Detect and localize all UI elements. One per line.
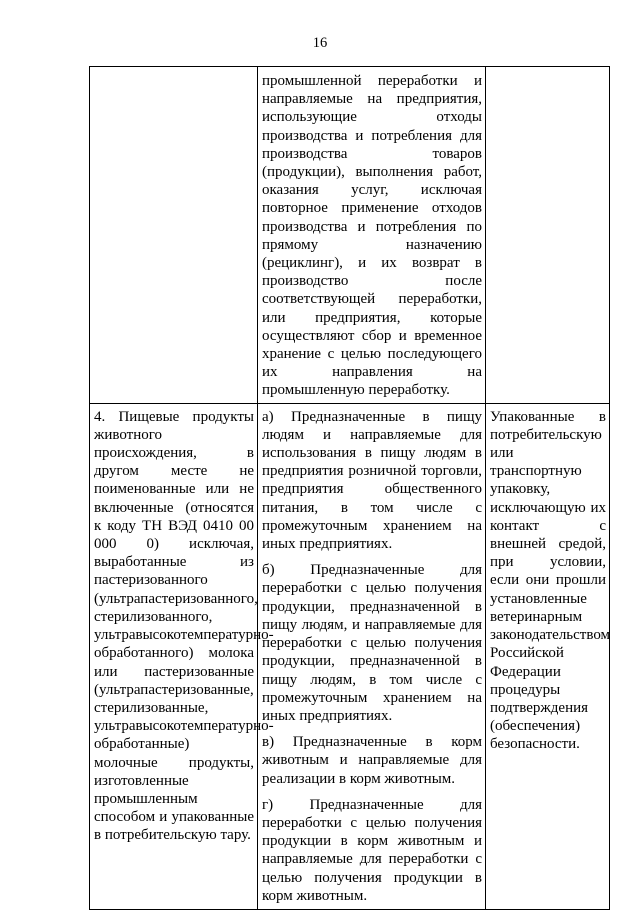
purpose-item-d: г) Предназначенные для переработки с целью получения продукции в корм животным и направляемые для переработки с целью получения продукции в корм животным. <box>262 796 482 904</box>
page-number: 16 <box>312 35 328 51</box>
table-cell-product <box>90 403 274 909</box>
table-row <box>90 67 610 404</box>
table-cell-purpose <box>258 403 486 909</box>
table-cell-product <box>90 67 258 404</box>
cell-text: промышленной переработки и направляемые на предприятия, использующие отходы производства и потребления для производства товаров (продукции), выполнения работ, оказания услуг, исключая повторное применение отходов производства и потребления по прямому назначению (рециклинг), и их возврат в производство после соответствующей переработки, или предприятия, которые осуществляют сбор и временное хранение с целью последующего их направления на промышленную переработку. <box>262 73 482 399</box>
cell-text: Упакованные в потребительскую или транспортную упаковку, исключающую их контакт с внешней средой, при условии, если они прошли установленные ветеринарным законодательством Российской Федерации процедуры подтверждения (обеспечения) безопасности. <box>490 408 611 753</box>
table-cell-conditions <box>486 67 610 404</box>
cell-text <box>94 67 254 75</box>
table-row <box>90 403 610 909</box>
purpose-item-b: б) Предназначенные для переработки с целью получения продукции, предназначенной в пищу людям, и направляемые для переработки с целью получения продукции, предназначенной в пищу людям, в том числе с промежуточным хранением на иных предприятиях. <box>262 562 482 724</box>
table-cell-purpose <box>258 67 486 404</box>
table-cell-conditions <box>486 403 610 909</box>
cell-text <box>490 67 606 75</box>
purpose-item-a: а) Предназначенные в пищу людям и направляемые для использования в пищу людям в предприятия розничной торговли, предприятия общественного питания, в том числе с промежуточным хранением на иных предприятиях. <box>262 408 482 553</box>
document-table <box>89 66 610 910</box>
cell-text: 4. Пищевые продукты животного происхождения, в другом месте не поименованные или не включенные (относятся к коду ТН ВЭД 0410 00 000 0) исключая, выработанные из пастеризованного (ультрапастеризованного, стерилизованного, ультравысокотемпературно-обработанного) молока или пастеризованные (ультрапастеризованные, стерилизованные, ультравысокотемпературно-обработанные) молочные продукты, изготовленные промышленным способом и упакованные в потребительскую тару. <box>94 408 274 844</box>
purpose-item-c: в) Предназначенные в корм животным и направляемые для реализации в корм животным. <box>262 734 482 787</box>
